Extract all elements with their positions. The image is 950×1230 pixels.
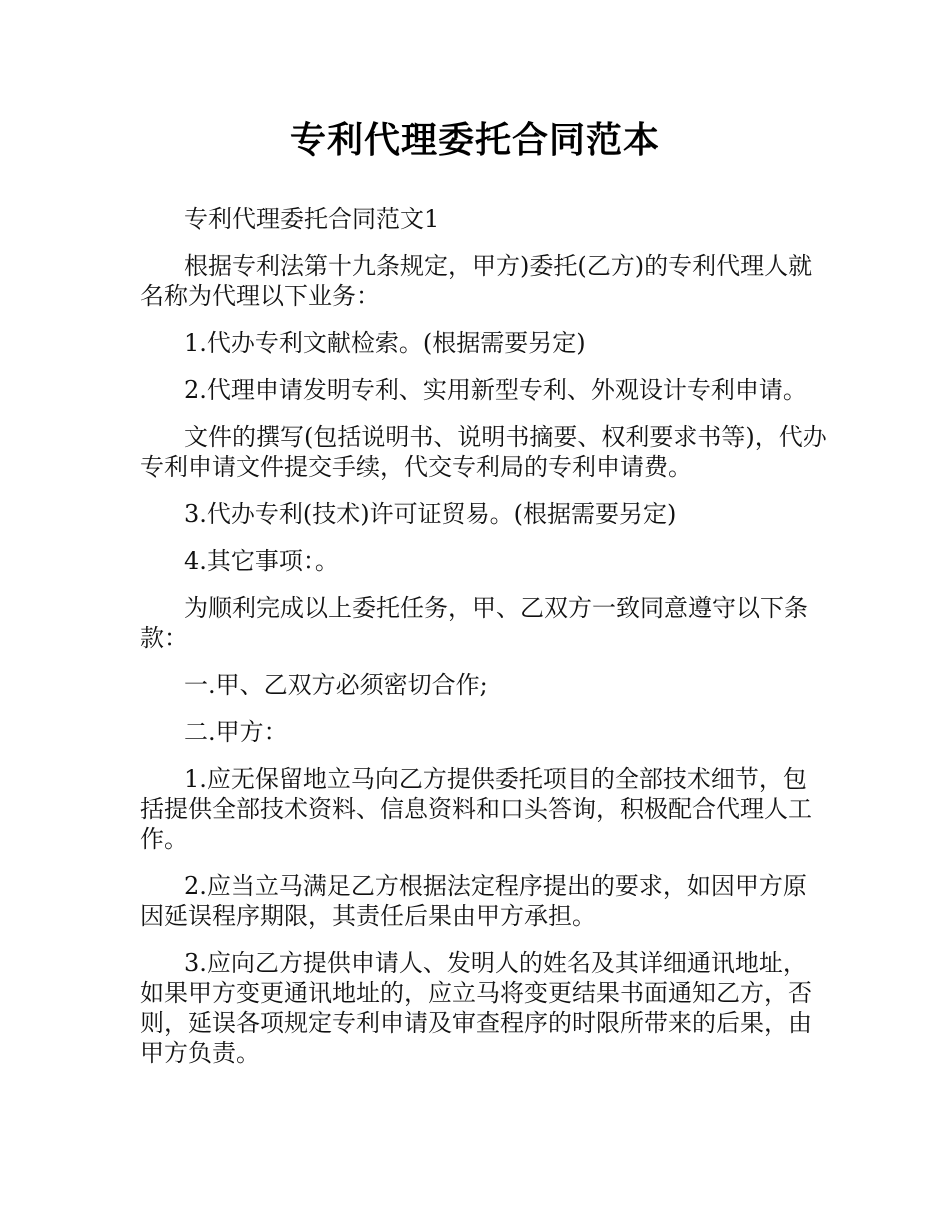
paragraph: 2.应当立马满足乙方根据法定程序提出的要求，如因甲方原因延误程序期限，其责任后果由甲方承担。	[140, 872, 807, 930]
paragraph: 专利代理委托合同范文1	[184, 205, 440, 233]
document-title: 专利代理委托合同范本	[289, 120, 660, 161]
paragraph: 根据专利法第十九条规定，甲方)委托(乙方)的专利代理人就名称为代理以下业务：	[140, 252, 813, 310]
paragraph: 1.代办专利文献检索。(根据需要另定)	[184, 329, 586, 357]
paragraph: 4.其它事项：。	[184, 547, 339, 575]
paragraph: 2.代理申请发明专利、实用新型专利、外观设计专利申请。	[184, 376, 807, 404]
paragraph: 为顺利完成以上委托任务，甲、乙双方一致同意遵守以下条款：	[140, 594, 808, 652]
paragraph: 3.代办专利(技术)许可证贸易。(根据需要另定)	[184, 500, 677, 528]
paragraph: 文件的撰写(包括说明书、说明书摘要、权利要求书等)，代办专利申请文件提交手续，代交专利局的专利申请费。	[140, 423, 827, 481]
document-body	[140, 204, 830, 1085]
paragraph: 一.甲、乙双方必须密切合作;	[184, 671, 488, 699]
paragraph: 1.应无保留地立马向乙方提供委托项目的全部技术细节，包括提供全部技术资料、信息资料和口头答询，积极配合代理人工作。	[140, 765, 812, 853]
paragraph: 二.甲方：	[184, 718, 288, 746]
paragraph: 3.应向乙方提供申请人、发明人的姓名及其详细通讯地址，如果甲方变更通讯地址的，应立马将变更结果书面通知乙方，否则，延误各项规定专利申请及审查程序的时限所带来的后果，由甲方负责。	[140, 949, 812, 1067]
